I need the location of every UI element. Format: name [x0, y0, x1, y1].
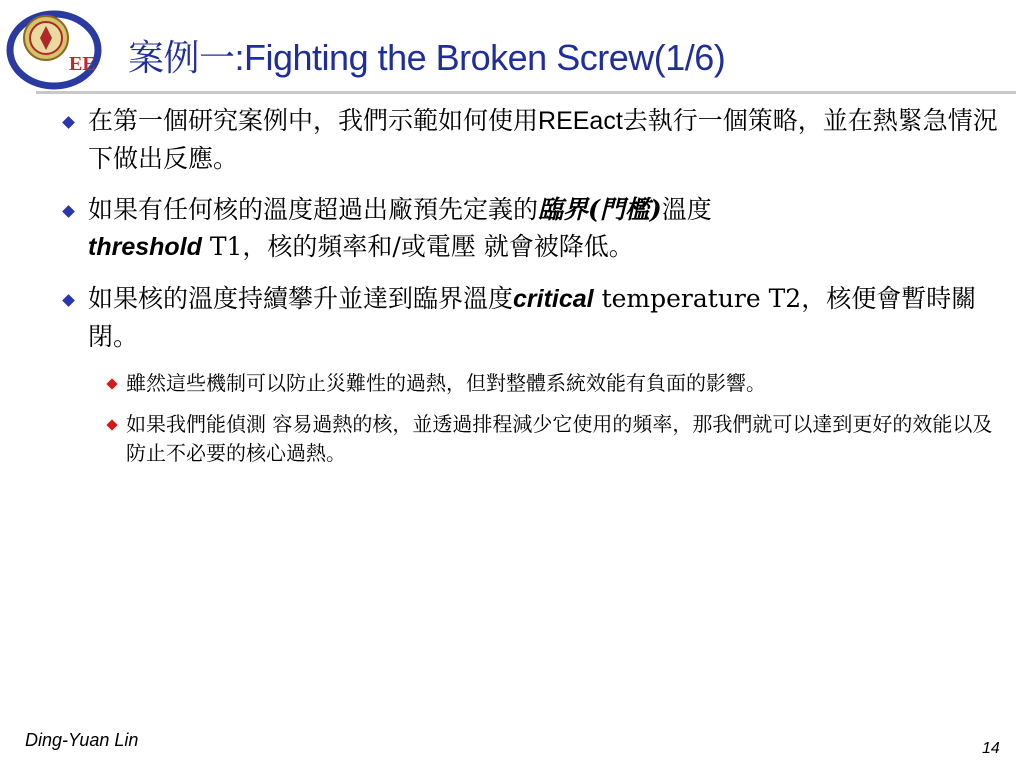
bullet-1-text-a: 在第一個研究案例中，我們示範如何使用 [88, 106, 539, 135]
sub-bullet-item-1 [106, 369, 1002, 398]
sub-bullet-item-2 [106, 410, 1002, 468]
page-number: 14 [982, 740, 1000, 757]
bullet-1-reeact: REEact [538, 107, 623, 135]
diamond-bullet-icon [62, 205, 75, 218]
bullet-1-text-b: 去執行一個策略，並在熱緊急情況下做出反應。 [88, 106, 998, 173]
slide-title [128, 30, 725, 81]
bullet-item-2 [62, 191, 1002, 266]
title-latin: :Fighting the Broken Screw(1/6) [234, 37, 726, 78]
bullet-list [62, 102, 1002, 480]
diamond-sub-bullet-icon [106, 419, 117, 430]
diamond-bullet-icon [62, 294, 75, 307]
bullet-3-critical: critical [513, 285, 594, 313]
sub-bullet-2-text: 如果我們能偵測 容易過熱的核，並透過排程減少它使用的頻率，那我們就可以達到更好的效能以及防止不必要的核心過熱。 [126, 412, 993, 465]
bullet-3-text-b: temperature T2，核便會暫時關閉。 [88, 284, 977, 351]
bullet-2-text-b: 溫度 [661, 195, 712, 224]
title-cjk: 案例一 [128, 38, 235, 79]
bullet-2-text-a: 如果有任何核的溫度超過出廠預先定義的 [88, 195, 539, 224]
bullet-2-text-c: T1，核的頻率和/或電壓 就會被降低。 [201, 232, 634, 261]
bullet-2-critical-term: 臨界(門檻) [538, 195, 662, 224]
bullet-3-text-a: 如果核的溫度持續攀升並達到臨界溫度 [88, 284, 514, 313]
footer-author: Ding-Yuan Lin [25, 730, 139, 750]
bullet-item-3 [62, 280, 1002, 355]
bullet-2-threshold: threshold [88, 233, 202, 261]
sub-bullet-1-text: 雖然這些機制可以防止災難性的過熱，但對整體系統效能有負面的影響。 [126, 371, 766, 395]
bullet-item-1 [62, 102, 1002, 177]
diamond-bullet-icon [62, 116, 75, 129]
title-divider [36, 91, 1016, 94]
logo-text: EE [69, 53, 96, 75]
diamond-sub-bullet-icon [106, 378, 117, 389]
university-emblem-logo [6, 4, 106, 90]
